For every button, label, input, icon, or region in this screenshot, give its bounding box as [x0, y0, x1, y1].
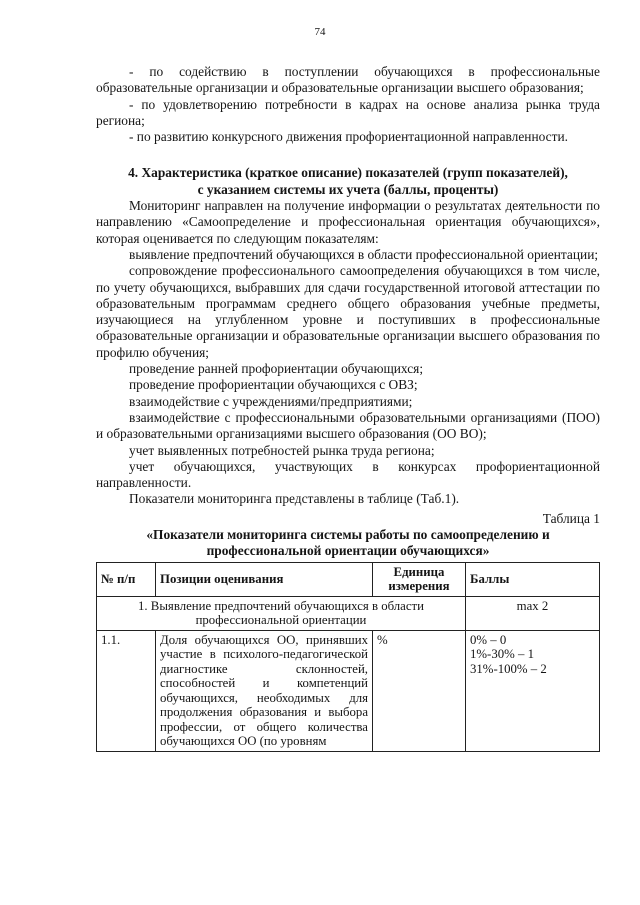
header-cell-number: № п/п	[97, 562, 156, 596]
header-cell-score: Баллы	[466, 562, 600, 596]
indicators-table	[96, 562, 600, 752]
row-number-cell: 1.1.	[97, 630, 156, 751]
table-label: Таблица 1	[542, 510, 600, 526]
intro-item: - по развитию конкурсного движения профориентационной направленности.	[129, 129, 568, 145]
row-score-cell	[466, 630, 600, 751]
paragraph: взаимодействие с учреждениями/предприятиями;	[129, 393, 413, 409]
score-line: 31%-100% – 2	[470, 661, 547, 676]
score-line: 1%-30% – 1	[470, 647, 534, 662]
group-title-cell: 1. Выявление предпочтений обучающихся в области профессиональной ориентации	[97, 596, 466, 630]
paragraph: учет выявленных потребностей рынка труда региона;	[129, 442, 435, 458]
paragraph: выявление предпочтений обучающихся в области профессиональной ориентации;	[129, 246, 599, 262]
table-group-row	[97, 596, 600, 630]
section-heading	[96, 165, 600, 198]
header-cell-position: Позиции оценивания	[156, 562, 373, 596]
section-heading-line2: с указанием системы их учета (баллы, проценты)	[197, 181, 499, 197]
section-heading-line1: 4. Характеристика (краткое описание) показателей (групп показателей),	[128, 165, 568, 181]
header-cell-unit: Единица измерения	[373, 562, 466, 596]
paragraph: проведение профориентации обучающихся с ОВЗ;	[129, 377, 418, 393]
paragraph: сопровождение профессионального самоопределения обучающихся в том числе, по учету обучающихся, выбравших для сдачи государственной итоговой аттестации по образовательным программам среднего общего образования учебные предметы, изучающиеся на углубленном уровне и поступивших в профессиональные образовательные организации и образовательные организации высшего образования по профилю обучения;	[96, 263, 600, 360]
paragraph: взаимодействие с профессиональными образовательными организациями (ПОО) и образовательными организациями высшего образования (ОО ВО);	[96, 409, 600, 442]
page-content	[96, 64, 600, 752]
table-row	[97, 630, 600, 751]
table-header-row	[97, 562, 600, 596]
paragraph: Мониторинг направлен на получение информации о результатах деятельности по направлению «Самоопределение и профессиональная ориентация обучающихся», которая оценивается по следующим показателям:	[96, 198, 600, 246]
row-unit-cell: %	[373, 630, 466, 751]
paragraph: проведение ранней профориентации обучающихся;	[129, 361, 424, 377]
paragraph: Показатели мониторинга представлены в таблице (Таб.1).	[129, 491, 460, 507]
page-number: 74	[314, 26, 326, 38]
intro-item: - по содействию в поступлении обучающихся в профессиональные образовательные организации и образовательные организации высшего образования;	[96, 64, 600, 96]
group-score-cell: max 2	[466, 596, 600, 630]
table-title: «Показатели мониторинга системы работы по самоопределению и профессиональной ориентации обучающихся»	[146, 527, 550, 559]
row-position-cell: Доля обучающихся ОО, принявших участие в психолого-педагогической диагностике склонностей, способностей и компетенций обучающихся, необходимых для продолжения образования и выбора профессии, от общего количества обучающихся ОО (по уровням	[156, 630, 373, 751]
paragraph: учет обучающихся, участвующих в конкурсах профориентационной направленности.	[96, 458, 600, 491]
intro-item: - по удовлетворению потребности в кадрах на основе анализа рынка труда региона;	[96, 96, 600, 128]
score-line: 0% – 0	[470, 632, 507, 647]
